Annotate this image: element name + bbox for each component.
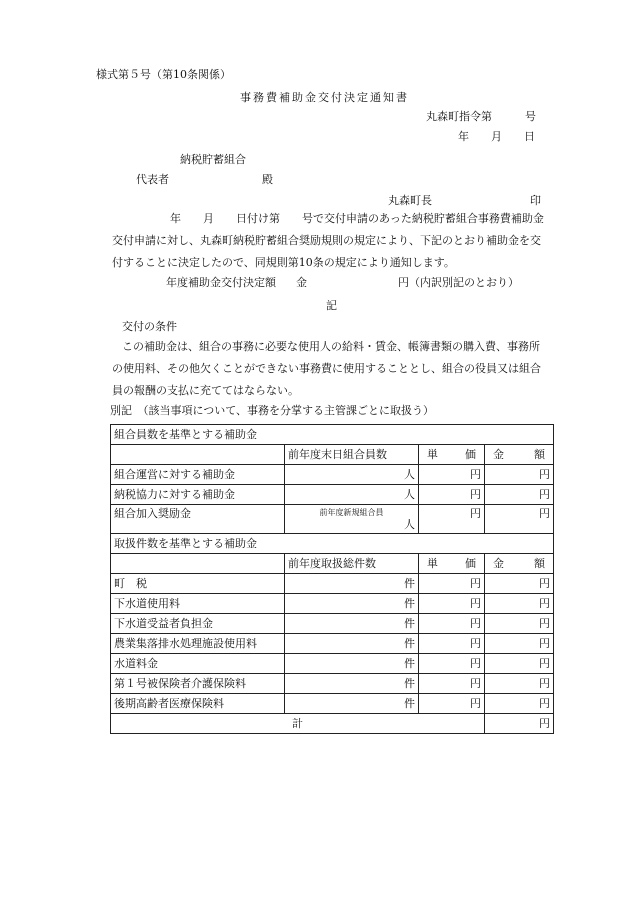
body-line-3: 付することに決定したので、同規則第10条の規定により通知します。 — [112, 256, 455, 269]
issuer: 丸森町長 — [388, 194, 432, 207]
unit-price-header — [419, 445, 485, 465]
row-amount: 円 — [485, 465, 554, 485]
condition-line-1: この補助金は、組合の事務に必要な使用人の給料・賃金、帳簿書類の購入費、事務所 — [122, 340, 540, 353]
addressee-organization: 納税貯蓄組合 — [180, 153, 246, 166]
row-label: 組合運営に対する補助金 — [111, 465, 285, 485]
row-label: 納税協力に対する補助金 — [111, 485, 285, 505]
row-label: 町 税 — [111, 574, 285, 594]
table-row — [111, 614, 554, 634]
row-unit-price: 円 — [419, 694, 485, 714]
document-title: 事務費補助金交付決定通知書 — [240, 91, 409, 104]
row-label: 下水道受益者負担金 — [111, 614, 285, 634]
notice-body — [112, 208, 556, 274]
row-unit-price: 円 — [419, 654, 485, 674]
row-unit-price: 円 — [419, 574, 485, 594]
table-row — [111, 654, 554, 674]
member-count-header: 前年度末日組合員数 — [285, 445, 419, 465]
section1-title: 組合員数を基準とする補助金 — [111, 425, 554, 445]
appendix-note: 別記 （該当事項について、事務を分掌する主管課ごとに取扱う） — [110, 404, 435, 417]
section2-title: 取扱件数を基準とする補助金 — [111, 534, 554, 554]
amount-char-1: 金 — [493, 447, 504, 461]
table-row — [111, 634, 554, 654]
addressee-representative: 代表者 — [136, 173, 169, 186]
row-amount: 円 — [485, 694, 554, 714]
seal-mark: 印 — [530, 194, 541, 207]
row-label: 水道料金 — [111, 654, 285, 674]
row-unit-price: 円 — [419, 505, 485, 534]
row-unit-price: 円 — [419, 634, 485, 654]
row-count-unit: 人 — [285, 485, 419, 505]
amount-yen-note: 円（内訳別記のとおり） — [398, 276, 519, 289]
row-amount: 円 — [485, 654, 554, 674]
total-row — [111, 714, 554, 734]
amount-header — [485, 445, 554, 465]
section2-header-row — [111, 554, 554, 574]
amount-header — [485, 554, 554, 574]
row-count-unit: 件 — [285, 674, 419, 694]
row-count-unit: 人 — [404, 517, 415, 531]
amount-char-2: 額 — [534, 556, 545, 570]
document-number: 丸森町指令第 号 — [426, 110, 536, 123]
case-count-header: 前年度取扱総件数 — [285, 554, 419, 574]
total-amount: 円 — [485, 714, 554, 734]
amount-char-2: 額 — [534, 447, 545, 461]
honorific: 殿 — [262, 173, 273, 186]
row-amount: 円 — [485, 614, 554, 634]
unit-price-char-2: 価 — [465, 447, 476, 461]
form-label: 様式第５号（第10条関係） — [96, 68, 231, 81]
row-count-unit: 件 — [285, 634, 419, 654]
table-row — [111, 694, 554, 714]
join-incentive-row — [111, 505, 554, 534]
row-label: 農業集落排水処理施設使用料 — [111, 634, 285, 654]
subsidy-breakdown-table — [110, 424, 554, 734]
row-count-unit: 人 — [285, 465, 419, 485]
row-amount: 円 — [485, 574, 554, 594]
body-line-2: 交付申請に対し、丸森町納税貯蓄組合奨励規則の規定により、下記のとおり補助金を交 — [112, 234, 541, 247]
empty-cell — [111, 554, 285, 574]
row-count-unit: 件 — [285, 654, 419, 674]
table-row — [111, 485, 554, 505]
new-member-cell — [285, 505, 419, 534]
table-row — [111, 674, 554, 694]
row-amount: 円 — [485, 505, 554, 534]
table-row — [111, 465, 554, 485]
ki-mark: 記 — [326, 299, 337, 312]
conditions-body — [112, 336, 556, 402]
amount-char-1: 金 — [493, 556, 504, 570]
row-amount: 円 — [485, 674, 554, 694]
condition-line-2: の使用料、その他欠くことができない事務費に使用することとし、組合の役員又は組合 — [112, 362, 541, 375]
conditions-heading: 交付の条件 — [122, 320, 177, 333]
row-label: 後期高齢者医療保険料 — [111, 694, 285, 714]
total-label: 計 — [111, 714, 485, 734]
row-count-unit: 件 — [285, 694, 419, 714]
row-label: 第１号被保険者介護保険料 — [111, 674, 285, 694]
empty-cell — [111, 445, 285, 465]
section1-title-row — [111, 425, 554, 445]
row-unit-price: 円 — [419, 465, 485, 485]
section1-header-row — [111, 445, 554, 465]
row-unit-price: 円 — [419, 674, 485, 694]
body-line-1: 年 月 日付け第 号で交付申請のあった納税貯蓄組合事務費補助金 — [170, 212, 544, 225]
row-label: 下水道使用料 — [111, 594, 285, 614]
amount-label: 年度補助金交付決定額 — [166, 276, 276, 289]
amount-kin: 金 — [296, 276, 307, 289]
unit-price-header — [419, 554, 485, 574]
row-count-unit: 件 — [285, 614, 419, 634]
document-date: 年 月 日 — [458, 130, 535, 143]
section2-title-row — [111, 534, 554, 554]
row-unit-price: 円 — [419, 485, 485, 505]
table-row — [111, 594, 554, 614]
row-amount: 円 — [485, 634, 554, 654]
condition-line-3: 員の報酬の支払に充ててはならない。 — [112, 384, 299, 397]
row-label: 組合加入奨励金 — [111, 505, 285, 534]
new-member-label: 前年度新規組合員 — [319, 507, 384, 517]
row-count-unit: 件 — [285, 574, 419, 594]
row-amount: 円 — [485, 485, 554, 505]
row-count-unit: 件 — [285, 594, 419, 614]
unit-price-char-2: 価 — [465, 556, 476, 570]
row-unit-price: 円 — [419, 614, 485, 634]
unit-price-char-1: 単 — [427, 556, 438, 570]
table-row — [111, 574, 554, 594]
row-unit-price: 円 — [419, 594, 485, 614]
row-amount: 円 — [485, 594, 554, 614]
unit-price-char-1: 単 — [427, 447, 438, 461]
